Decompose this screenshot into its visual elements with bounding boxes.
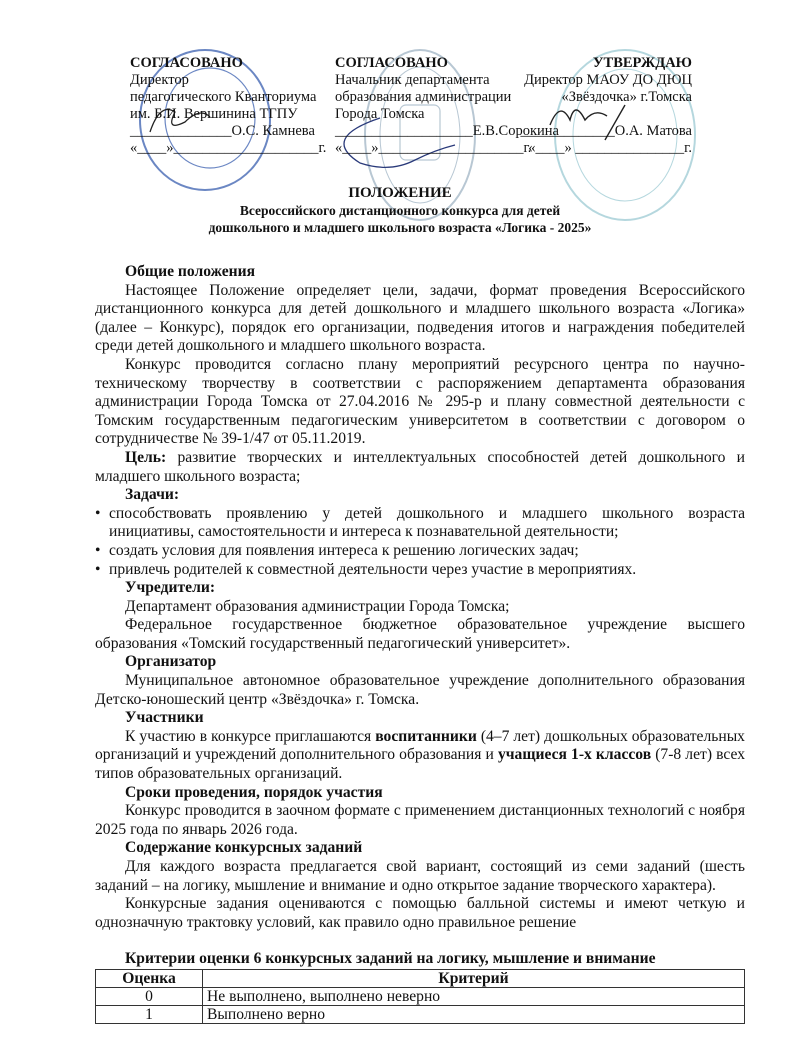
section-heading: Сроки проведения, порядок участия [125,783,383,801]
score-cell: 1 [96,1005,203,1023]
section-heading: Организатор [125,653,217,671]
document-body [95,263,745,1024]
approval-heading: УТВЕРЖДАЮ [592,55,692,71]
goal-paragraph [95,449,745,486]
paragraph: Для каждого возраста предлагается свой вариант, состоящий из семи заданий (шесть заданий – на логику, мышление и внимание и одно открытое задание творческого характера). [95,858,745,894]
paragraph: Конкурс проводится в заочном формате с применением дистанционных технологий с ноября 2025 года по январь 2026 года. [95,802,745,838]
approval-line: «____»____________________г. [130,140,327,156]
approval-line: _____________О.А. Матова [520,123,692,139]
criterion-cell: Выполнено верно [203,1005,745,1023]
participants-paragraph [95,728,745,784]
approval-block-right [472,55,692,157]
list-item: • способствовать проявлению у детей дошкольного и младшего школьного возраста инициативы, самостоятельности и интереса к познавательной деятельности; [95,505,745,542]
section-heading: Задачи: [125,486,180,504]
column-header: Критерий [203,969,745,987]
table-caption: Критерии оценки 6 конкурсных заданий на логику, мышление и внимание [125,950,656,968]
list-item: • привлечь родителей к совместной деятельности через участие в мероприятиях. [95,561,745,580]
table-header-row [96,969,745,987]
text: (7-8 лет) всех типов образовательных организаций. [95,746,746,783]
paragraph: Муниципальное автономное образовательное учреждение дополнительного образования Детско-юношеский центр «Звёздочка» г. Томска. [95,672,745,708]
section-heading: Содержание конкурсных заданий [125,839,363,857]
bold-text: воспитанники [375,727,477,745]
section-heading: Учредители: [125,579,216,597]
approval-line: ___________________Е.В.Сорокина [335,123,559,139]
approval-heading: СОГЛАСОВАНО [335,55,448,71]
table-row [96,1005,745,1023]
criterion-cell: Не выполнено, выполнено неверно [203,987,745,1005]
approval-line: Директор МАОУ ДО ДЮЦ [524,72,692,88]
paragraph: Настоящее Положение определяет цели, задачи, формат проведения Всероссийского дистанционного конкурса для детей дошкольного и младшего школьного возраста «Логика» (далее – Конкурс), порядок его организации, подведения итогов и награждения победителей среди детей дошкольного и младшего школьного возраста. [95,281,745,355]
goal-label: Цель: [125,448,167,466]
section-heading: Общие положения [125,263,256,280]
approval-line: Директор [130,72,189,88]
paragraph: Департамент образования администрации Города Томска; [125,597,510,615]
spacer [472,106,692,123]
approval-block-left [130,55,330,157]
column-header: Оценка [96,969,203,987]
score-cell: 0 [96,987,203,1005]
document-subtitle-2: дошкольного и младшего школьного возраста «Логика - 2025» [208,220,592,235]
approval-line: педагогического Кванториума [130,89,317,105]
approval-line: «Звёздочка» г.Томска [561,89,692,105]
approval-line: «____»____________________г. [335,140,532,156]
bold-text: учащиеся 1-х классов [497,746,652,764]
section-heading: Участники [125,709,204,727]
document-title: ПОЛОЖЕНИЕ [348,185,452,201]
text: (4–7 лет) дошкольных образовательных организаций и учреждений дополнительного образования и [95,727,745,764]
text: К участию в конкурсе приглашаются [125,727,376,745]
document-subtitle-1: Всероссийского дистанционного конкурса для детей [239,203,561,218]
spacer [95,932,745,950]
table-row [96,987,745,1005]
list-item: • создать условия для появления интереса к решению логических задач; [95,542,745,561]
approval-line: ______________О.С. Камнева [130,123,315,139]
approval-line: «____» _______________г. [528,140,692,156]
approval-line: им. Б.И. Вершинина ТГПУ [130,106,298,122]
paragraph: Конкурсные задания оцениваются с помощью балльной системы и имеют четкую и однозначную трактовку условий, как правило одно правильное решение [95,895,745,931]
approval-line: Начальник департамента [335,72,490,88]
goal-text: развитие творческих и интеллектуальных способностей детей дошкольного и младшего школьного возраста; [95,448,745,485]
paragraph: Конкурс проводится согласно плану мероприятий ресурсного центра по научно-техническому творчеству в соответствии с распоряжением департамента образования администрации Города Томска от 27.04.2016 № 295-р и плану совместной деятельности с Томским государственным педагогическим университетом в соответствии с договором о сотрудничестве № 39-1/47 от 05.11.2019. [95,355,745,448]
paragraph: Федеральное государственное бюджетное образовательное учреждение высшего образования «Томский государственный педагогический университет». [95,616,745,652]
approval-line: образования администрации [335,89,512,105]
approval-heading: СОГЛАСОВАНО [130,55,243,71]
approval-line: Города Томска [335,106,425,122]
criteria-table [95,969,745,1024]
